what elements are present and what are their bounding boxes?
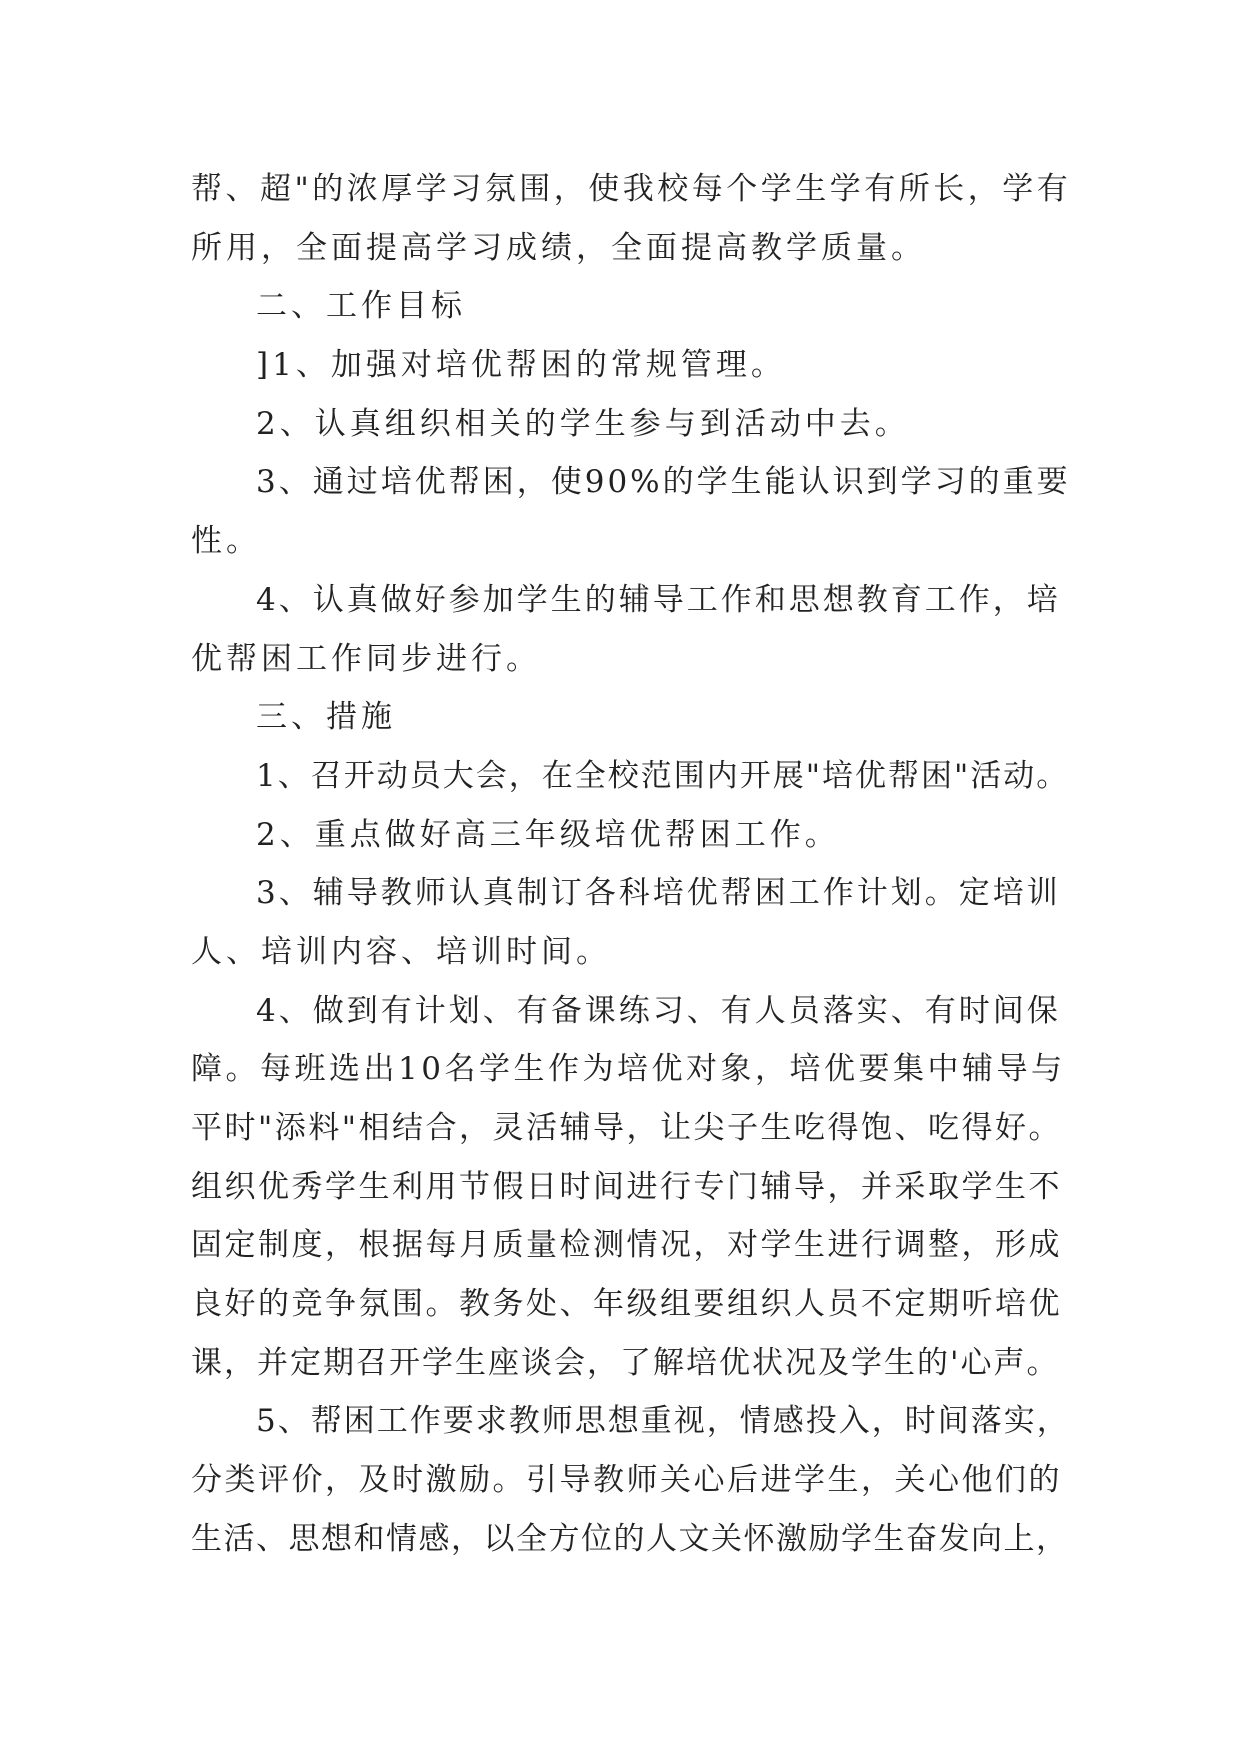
text-line: 课，并定期召开学生座谈会，了解培优状况及学生的'心声。 [191,1344,1060,1381]
text-line: 3、通过培优帮困，使90%的学生能认识到学习的重要 [256,464,1071,501]
text-line: 障。每班选出10名学生作为培优对象，培优要集中辅导与 [191,1051,1066,1088]
text-line: 分类评价，及时激励。引导教师关心后进学生，关心他们的 [191,1462,1062,1499]
text-line: 性。 [191,523,261,560]
section-heading: 三、措施 [256,699,396,736]
text-line: 优帮困工作同步进行。 [191,640,541,677]
text-line: ]1、加强对培优帮困的常规管理。 [256,347,786,384]
section-heading: 二、工作目标 [256,288,466,325]
text-line: 所用，全面提高学习成绩，全面提高教学质量。 [191,229,926,266]
text-line: 5、帮困工作要求教师思想重视，情感投入，时间落实， [256,1403,1070,1440]
text-line: 3、辅导教师认真制订各科培优帮困工作计划。定培训 [256,875,1061,912]
text-line: 2、重点做好高三年级培优帮困工作。 [256,816,840,853]
text-line: 帮、超"的浓厚学习氛围，使我校每个学生学有所长，学有 [191,171,1072,207]
text-line: 2、认真组织相关的学生参与到活动中去。 [256,405,910,442]
text-line: 组织优秀学生利用节假日时间进行专门辅导，并采取学生不 [191,1168,1062,1205]
text-line: 1、召开动员大会，在全校范围内开展"培优帮困"活动。 [256,757,1070,794]
text-line: 4、做到有计划、有备课练习、有人员落实、有时间保 [256,992,1061,1029]
text-line: 固定制度，根据每月质量检测情况，对学生进行调整，形成 [191,1227,1062,1264]
document-body [191,160,1071,1569]
text-line: 4、认真做好参加学生的辅导工作和思想教育工作，培 [256,581,1061,618]
text-line: 生活、思想和情感，以全方位的人文关怀激励学生奋发向上， [191,1520,1069,1557]
text-line: 良好的竞争氛围。教务处、年级组要组织人员不定期听培优 [191,1286,1062,1323]
text-line: 平时"添料"相结合，灵活辅导，让尖子生吃得饱、吃得好。 [191,1110,1063,1146]
text-line: 人、培训内容、培训时间。 [191,933,611,970]
